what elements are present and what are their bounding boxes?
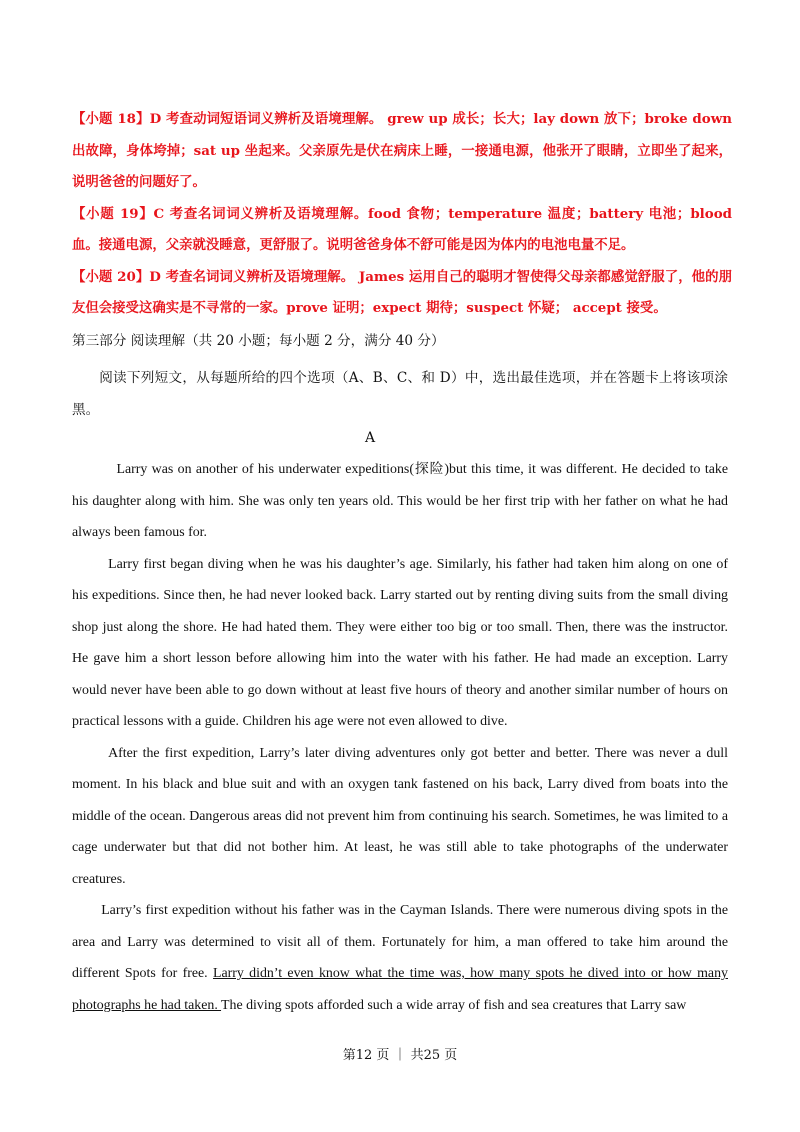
passage-letter: A	[364, 430, 376, 446]
passage-body	[72, 454, 728, 1021]
answer-19: 【小题 19】C 考查名词词义辨析及语境理解。food 食物；temperature 温度；battery 电池；blood 血。接通电源，父亲就没睡意，更舒服了。说明爸爸身体不舒可能是因为体内的电池电量不足。	[72, 205, 732, 253]
instructions: 阅读下列短文，从每题所给的四个选项（A、B、C、和 D）中，选出最佳选项，并在答题卡上将该项涂黑。	[72, 370, 728, 418]
paragraph-4-start: Larry’s first expedition without his father was in the Cayman Islands. There were numerous diving spots in the area and Larry was determined to visit all of them. Fortunately for him, a man offered to take him around the different Spots for free.	[72, 903, 728, 981]
underlined-sentence: Larry didn’t even know what the time was, how many spots he dived into or how many photographs he had taken.	[72, 966, 728, 1013]
page-footer: 第12 页 ｜ 共25 页	[342, 1048, 458, 1063]
paragraph-4-end: The diving spots afforded such a wide array of fish and sea creatures that Larry saw	[221, 997, 687, 1013]
answer-20: 【小题 20】D 考查名词词义辨析及语境理解。 James 运用自己的聪明才智使得父母亲都感觉舒服了，他的朋友但会接受这确实是不寻常的一家。prove 证明；expect 期待；suspect 怀疑； accept 接受。	[72, 268, 732, 316]
section-title: 第三部分 阅读理解（共 20 小题；每小题 2 分，满分 40 分）	[72, 333, 445, 349]
paragraph-2: Larry first began diving when he was his daughter’s age. Similarly, his father had taken him along on one of his expeditions. Since then, he had never looked back. Larry started out by renting diving suits from the small diving shop just along the shore. He had hated them. They were either too big or too small. Then, there was the instructor. He gave him a short lesson before allowing him into the water with his father. He had made an exception. Larry would never have been able to go down without at least five hours of theory and another similar number of hours on practical lessons with a guide. Children his age were not even allowed to dive.	[72, 556, 728, 729]
answer-explanations	[72, 104, 732, 325]
paragraph-4	[72, 895, 728, 1021]
answer-18: 【小题 18】D 考查动词短语词义辨析及语境理解。 grew up 成长；长大；lay down 放下；broke down 出故障，身体垮掉；sat up 坐起来。父亲原先是伏在病床上睡，一接通电源，他张开了眼睛，立即坐了起来，说明爸爸的问题好了。	[72, 111, 732, 190]
paragraph-1: Larry was on another of his underwater expeditions(探险)but this time, it was different. He decided to take his daughter along with him. She was only ten years old. This would be her first trip with her father on what he had always been famous for.	[72, 462, 728, 540]
paragraph-3: After the first expedition, Larry’s later diving adventures only got better and better. There was never a dull moment. In his black and blue suit and with an oxygen tank fastened on his back, Larry dived from boats into the middle of the ocean. Dangerous areas did not prevent him from continuing his search. Sometimes, he was limited to a cage underwater but that did not bother him. At least, he was still able to take photographs of the underwater creatures.	[72, 745, 728, 887]
